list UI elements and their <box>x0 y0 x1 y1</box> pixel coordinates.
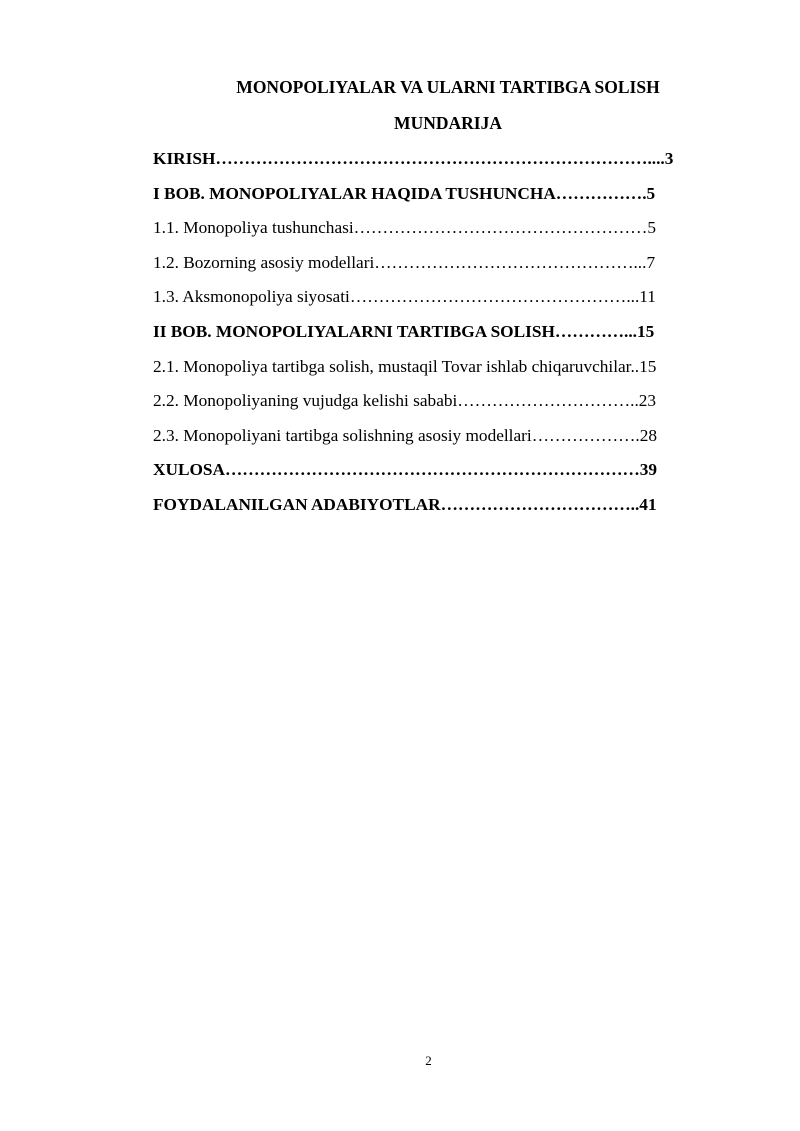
toc-entry-1-2: 1.2. Bozorning asosiy modellari………………………………………...7 <box>153 252 656 272</box>
toc-entry-chapter-1: I BOB. MONOPOLIYALAR HAQIDA TUSHUNCHA…………….5 <box>153 183 656 203</box>
toc-entry-conclusion: XULOSA………………………………………………………………39 <box>153 460 658 480</box>
toc-entry-introduction: KIRISH…………………………………………………………………....3 <box>153 149 674 168</box>
document-title: MONOPOLIYALAR VA ULARNI TARTIBGA SOLISH <box>236 77 660 97</box>
table-of-contents-heading: MUNDARIJA <box>394 113 502 133</box>
page-number: 2 <box>425 1053 432 1068</box>
toc-entry-chapter-2: II BOB. MONOPOLIYALARNI TARTIBGA SOLISH…………...15 <box>153 321 655 341</box>
toc-entry-references: FOYDALANILGAN ADABIYOTLAR……………………………..41 <box>153 494 657 514</box>
toc-entry-1-1: 1.1. Monopoliya tushunchasi……………………………………………5 <box>153 218 657 238</box>
toc-entry-2-1: 2.1. Monopoliya tartibga solish, mustaqil Tovar ishlab chiqaruvchilar..15 <box>153 356 657 376</box>
toc-entry-2-2: 2.2. Monopoliyaning vujudga kelishi sababi…………………………..23 <box>153 391 657 411</box>
toc-entry-2-3: 2.3. Monopoliyani tartibga solishning asosiy modellari……………….28 <box>153 425 657 445</box>
toc-entry-1-3: 1.3. Aksmonopoliya siyosati…………………………………………...11 <box>153 287 656 307</box>
table-of-contents <box>153 148 743 529</box>
